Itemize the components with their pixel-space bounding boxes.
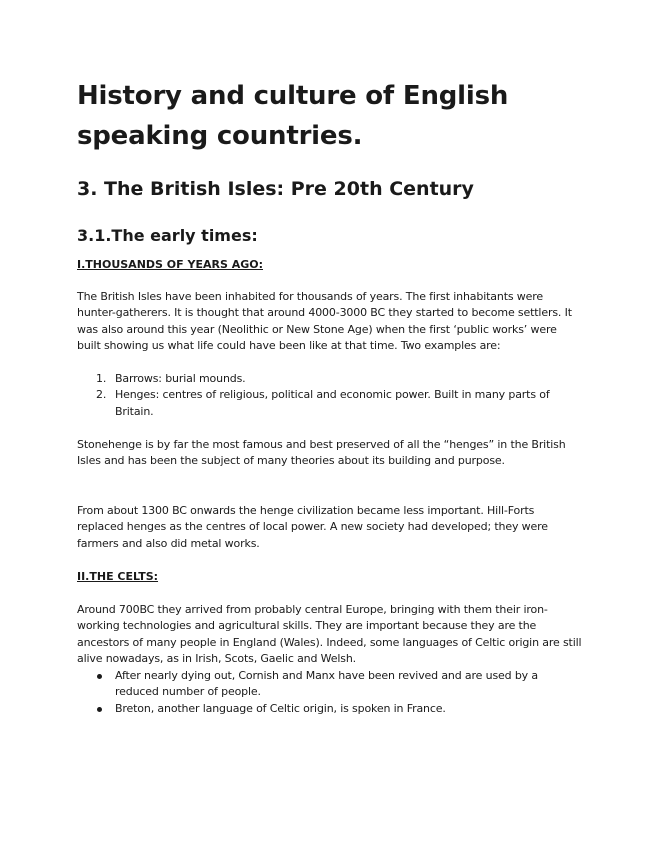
bullet-list-celtic-languages <box>77 668 582 717</box>
list-item <box>77 701 582 717</box>
bullet-icon <box>97 674 102 679</box>
list-item <box>77 387 582 420</box>
list-number: 1. <box>96 372 107 385</box>
paragraph-inhabitants: The British Isles have been inhabited for thousands of years. The first inhabitants were hunter-gatherers. It is thought that around 4000-3000 BC they started to become settlers. It was also around this year (Neolithic or New Stone Age) when the first ‘public works’ were built showing us what life could have been like at that time. Two examples are: <box>77 290 572 353</box>
section-heading: 3.1.The early times: <box>77 226 258 245</box>
chapter-heading: 3. The British Isles: Pre 20th Century <box>77 178 474 200</box>
list-item-text: Henges: centres of religious, political and economic power. Built in many parts of Britain. <box>115 388 550 418</box>
list-item-text: Breton, another language of Celtic origin, is spoken in France. <box>115 701 446 715</box>
subsection-heading-thousands-of-years-ago: I.THOUSANDS OF YEARS AGO: <box>77 258 263 271</box>
list-item-text: After nearly dying out, Cornish and Manx have been revived and are used by a reduced number of people. <box>115 669 538 699</box>
document-title: History and culture of English speaking countries. <box>77 81 509 151</box>
bullet-icon <box>97 707 102 712</box>
list-number: 2. <box>96 388 107 402</box>
paragraph-hill-forts: From about 1300 BC onwards the henge civilization became less important. Hill-Forts replaced henges as the centres of local power. A new society had developed; they were farmers and also did metal works. <box>77 504 548 550</box>
subsection-heading-the-celts: II.THE CELTS: <box>77 570 159 583</box>
paragraph-celts: Around 700BC they arrived from probably central Europe, bringing with them their iron-working technologies and agricultural skills. They are important because they are the ancestors of many people in England (Wales). Indeed, some languages of Celtic origin are still alive nowadays, as in Irish, Scots, Gaelic and Welsh. <box>77 603 582 666</box>
list-item-text: Barrows: burial mounds. <box>115 372 246 385</box>
numbered-list-public-works <box>77 371 582 420</box>
list-item <box>77 668 582 701</box>
list-item <box>77 371 582 387</box>
paragraph-stonehenge: Stonehenge is by far the most famous and best preserved of all the “henges” in the British Isles and has been the subject of many theories about its building and purpose. <box>77 438 566 468</box>
